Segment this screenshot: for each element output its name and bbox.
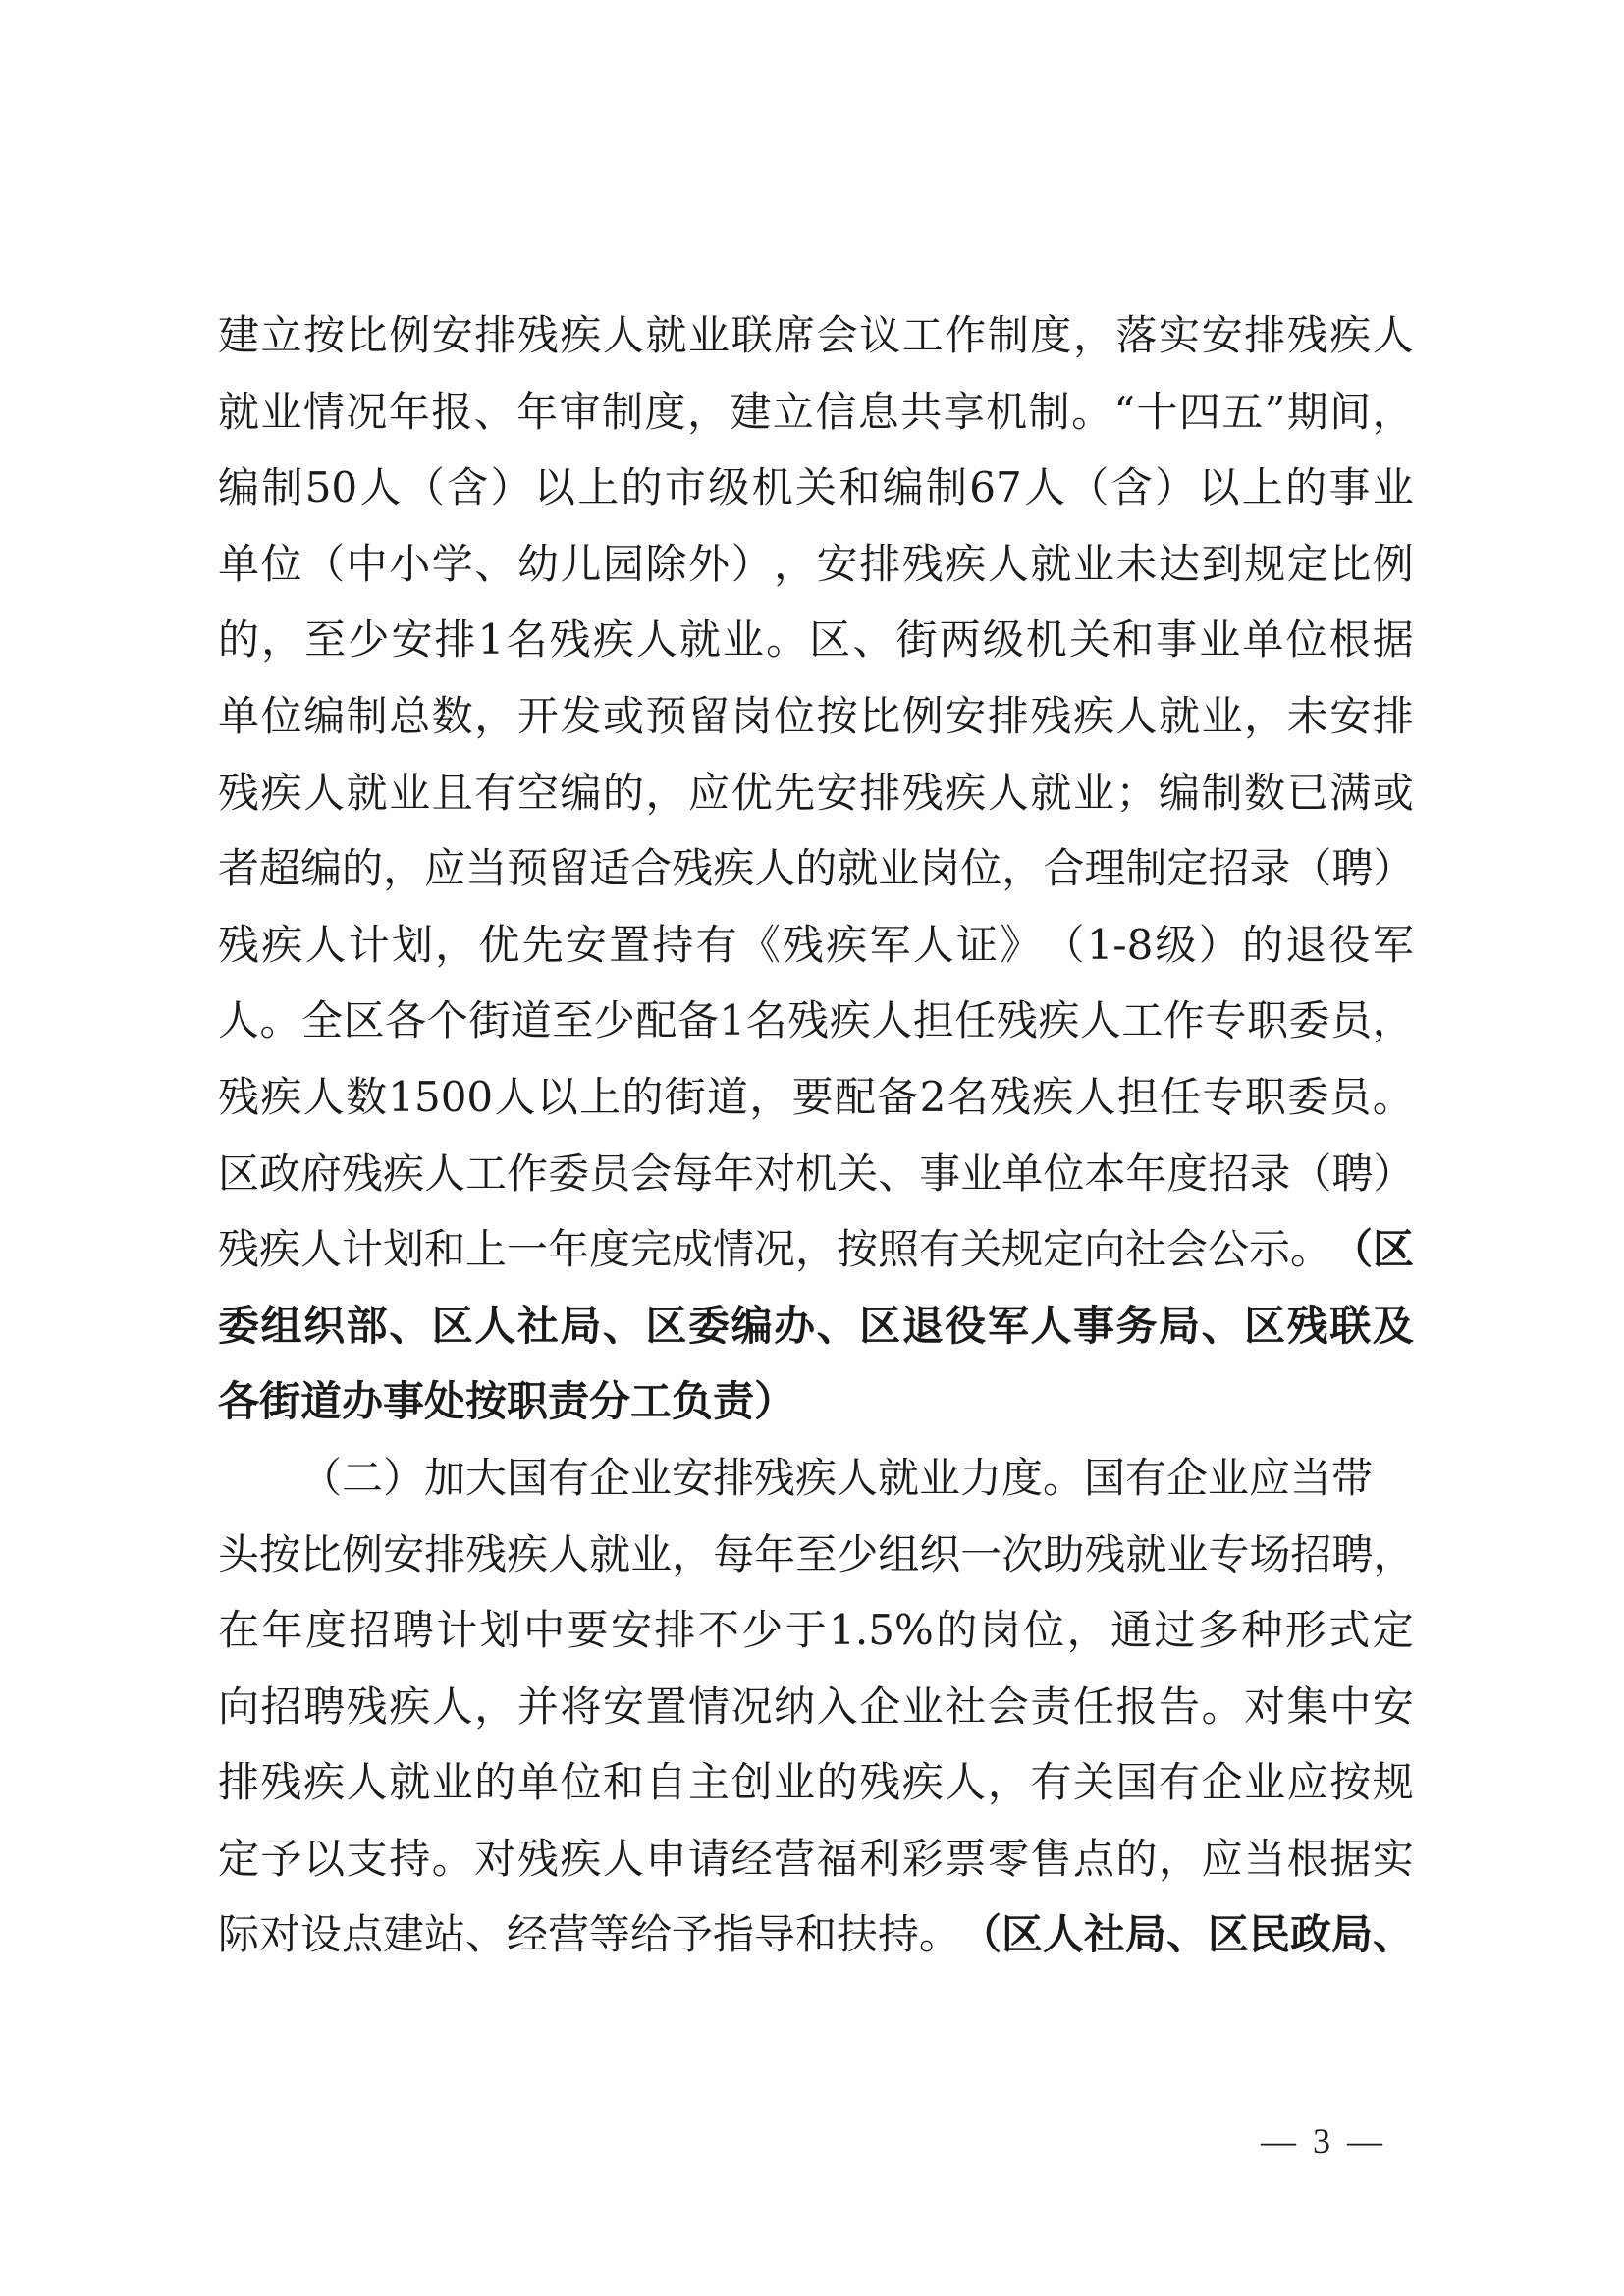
section-heading: （二）加大国有企业安排残疾人就业力度。 [300, 1453, 1085, 1502]
responsible-units-line: 委 组 织 部 、 区 人 社 局 、 区 委 编 办 、 区 退 役 军 人 事 务 局 、 区 残 联 及 [218, 1301, 1414, 1350]
text-line: 建 立 按 比 例 安 排 残 疾 人 就 业 联 席 会 议 工 作 制 度 ， 落 实 安 排 残 疾 人 [218, 311, 1414, 359]
page-number: — 3 — [1261, 2121, 1386, 2161]
section-two-first-line [218, 1440, 1414, 1517]
text-segment: 际对设点建站、经营等给予指导和扶持。 [218, 1910, 961, 1959]
text-line: 单 位 编 制 总 数 ， 开 发 或 预 留 岗 位 按 比 例 安 排 残 疾 人 就 业 ， 未 安 排 [218, 691, 1414, 740]
text-line: 在 年 度 招 聘 计 划 中 要 安 排 不 少 于 1.5% 的 岗 位 ， 通 过 多 种 形 式 定 [218, 1606, 1414, 1655]
text-segment: 国有企业应当带 [1084, 1453, 1374, 1502]
responsible-units-start: （区人社局、区民政局、 [960, 1910, 1415, 1959]
text-segment: 残疾人计划和上一年度完成情况，按照有关规定向社会公示。 [218, 1225, 1332, 1274]
text-line: 头 按 比 例 安 排 残 疾 人 就 业 ， 每 年 至 少 组 织 一 次 助 残 就 业 专 场 招 聘 ， [218, 1529, 1415, 1578]
document-body [218, 297, 1414, 1973]
text-line: 残 疾 人 计 划 ， 优 先 安 置 持 有 《 残 疾 军 人 证 》 （ 1-8 级 ） 的 退 役 军 [218, 920, 1414, 969]
text-line: 区 政 府 残 疾 人 工 作 委 员 会 每 年 对 机 关 、 事 业 单 位 本 年 度 招 录 （ 聘 ） [218, 1148, 1415, 1198]
text-line: 编 制 50 人 （ 含 ） 以 上 的 市 级 机 关 和 编 制 67 人 （ 含 ） 以 上 的 事 业 [218, 463, 1414, 512]
text-line: 排 残 疾 人 就 业 的 单 位 和 自 主 创 业 的 残 疾 人 ， 有 关 国 有 企 业 应 按 规 [218, 1758, 1414, 1807]
responsible-units-start: （区 [1331, 1225, 1415, 1274]
text-line: 就 业 情 况 年 报 、 年 审 制 度 ， 建 立 信 息 共 享 机 制 。 “ 十 四 五 ” 期 间 ， [218, 387, 1414, 436]
text-line: 单 位 （ 中 小 学 、 幼 儿 园 除 外 ） ， 安 排 残 疾 人 就 业 未 达 到 规 定 比 例 [218, 539, 1414, 588]
text-line: 的 ， 至 少 安 排 1 名 残 疾 人 就 业 。 区 、 街 两 级 机 关 和 事 业 单 位 根 据 [218, 615, 1414, 665]
text-line-mixed [218, 1896, 1414, 1973]
text-line: 者 超 编 的 ， 应 当 预 留 适 合 残 疾 人 的 就 业 岗 位 ， 合 理 制 定 招 录 （ 聘 ） [218, 844, 1415, 893]
text-line: 残 疾 人 就 业 且 有 空 编 的 ， 应 优 先 安 排 残 疾 人 就 业 ； 编 制 数 已 满 或 [218, 768, 1414, 817]
text-line: 向 招 聘 残 疾 人 ， 并 将 安 置 情 况 纳 入 企 业 社 会 责 任 报 告 。 对 集 中 安 [218, 1682, 1414, 1731]
text-line-mixed [218, 1211, 1414, 1288]
text-line: 定 予 以 支 持 。 对 残 疾 人 申 请 经 营 福 利 彩 票 零 售 点 的 ， 应 当 根 据 实 [218, 1834, 1414, 1883]
text-line: 人 。 全 区 各 个 街 道 至 少 配 备 1 名 残 疾 人 担 任 残 疾 人 工 作 专 职 委 员 ， [218, 996, 1414, 1045]
responsible-units-line: 各街道办事处按职责分工负责） [218, 1377, 796, 1426]
text-line: 残 疾 人 数 1500 人 以 上 的 街 道 ， 要 配 备 2 名 残 疾 人 担 任 专 职 委 员 。 [218, 1072, 1414, 1121]
